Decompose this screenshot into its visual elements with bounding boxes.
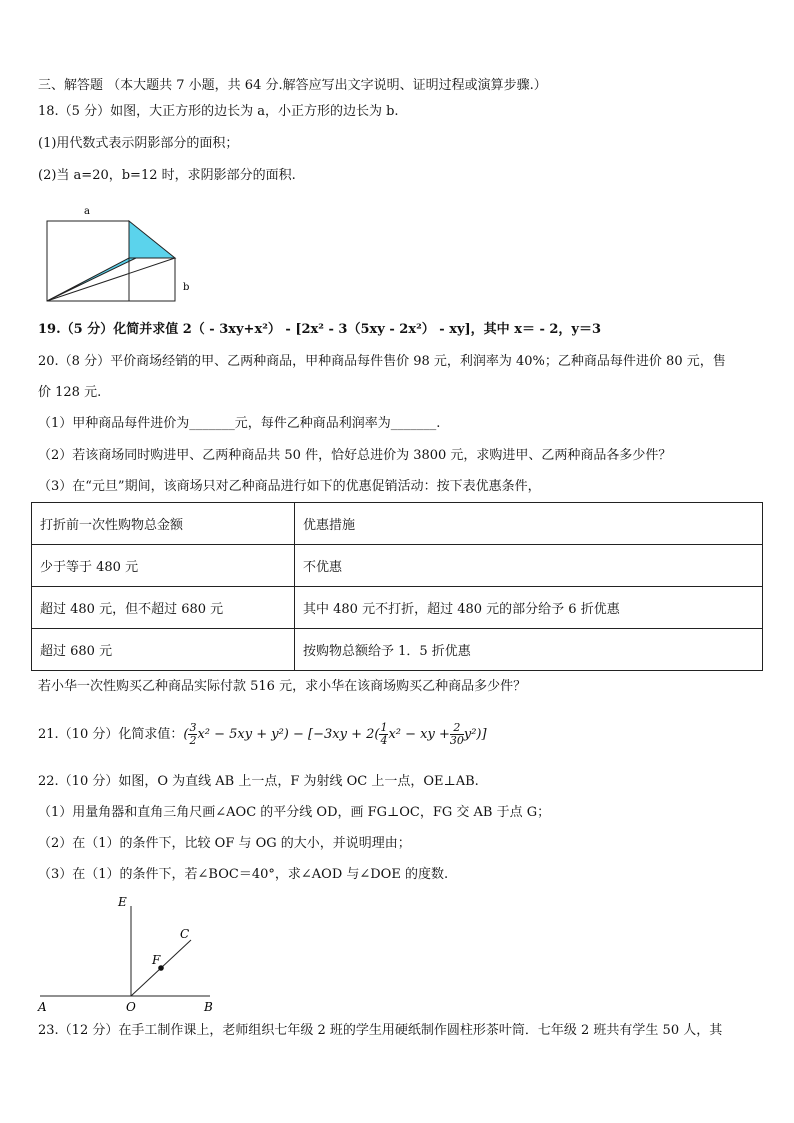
fraction-2-30: $\frac{2}{30}$ (449, 721, 464, 747)
label-b: b (183, 282, 190, 293)
q21-prefix: 21.（10 分）化简求值： (38, 727, 184, 742)
shaded-triangle-upper (129, 221, 175, 258)
label-C: C (180, 927, 190, 941)
q18-figure (40, 200, 200, 308)
table-row (32, 629, 763, 671)
shaded-triangle-lower (47, 258, 136, 301)
label-O: O (126, 1000, 136, 1014)
q22-stem: 22.（10 分）如图，O 为直线 AB 上一点，F 为射线 OC 上一点，OE⊥AB. (38, 774, 479, 789)
label-E: E (118, 895, 127, 909)
table-cell: 超过 480 元，但不超过 680 元 (32, 587, 295, 629)
table-header: 打折前一次性购物总金额 (32, 503, 295, 545)
q18-stem: 18.（5 分）如图，大正方形的边长为 a，小正方形的边长为 b. (38, 104, 399, 119)
label-F: F (152, 953, 161, 967)
q20-part3: （3）在“元旦”期间，该商场只对乙种商品进行如下的优惠促销活动：按下表优惠条件， (38, 479, 541, 494)
q20-stem-line2: 价 128 元. (38, 385, 102, 400)
promo-table (31, 502, 763, 671)
q21-expr-b: x² − xy + (388, 727, 450, 742)
label-a: a (84, 206, 90, 217)
table-row (32, 545, 763, 587)
q20-stem-line1: 20.（8 分）平价商场经销的甲、乙两种商品，甲种商品每件售价 98 元，利润率为 40%；乙种商品每件进价 80 元，售 (38, 354, 726, 369)
q20-part2: （2）若该商场同时购进甲、乙两种商品共 50 件，恰好总进价为 3800 元，求购进甲、乙两种商品各多少件？ (38, 448, 672, 463)
small-square (129, 258, 175, 301)
q18-part1: (1)用代数式表示阴影部分的面积； (38, 136, 239, 151)
q21-expr-a: x² − 5xy + y²) − [−3xy + 2( (197, 727, 380, 742)
large-square (47, 221, 129, 301)
q22-figure (34, 890, 224, 1015)
table-header: 优惠措施 (295, 503, 763, 545)
q20-part1: （1）甲种商品每件进价为_______元，每件乙种商品利润率为_______. (38, 416, 441, 431)
section-header: 三、解答题 （本大题共 7 小题，共 64 分.解答应写出文字说明、证明过程或演算步骤.） (38, 78, 547, 93)
table-cell: 按购物总额给予 1．5 折优惠 (295, 629, 763, 671)
table-cell: 少于等于 480 元 (32, 545, 295, 587)
q22-part2: （2）在（1）的条件下，比较 OF 与 OG 的大小，并说明理由； (38, 836, 411, 851)
q21: 21.（10 分）化简求值：( $\frac{3}{2}$ x² − 5xy + y²) − [−3xy + 2( $\frac{1}{4}$ x² − xy + $\frac{2}{30}$ y²)] (38, 721, 487, 747)
table-cell: 其中 480 元不打折，超过 480 元的部分给予 6 折优惠 (295, 587, 763, 629)
label-A: A (38, 1000, 47, 1014)
table-cell: 超过 680 元 (32, 629, 295, 671)
q22-part3: （3）在（1）的条件下，若∠BOC＝40°，求∠AOD 与∠DOE 的度数. (38, 867, 449, 882)
q22-part1: （1）用量角器和直角三角尺画∠AOC 的平分线 OD，画 FG⊥OC，FG 交 AB 于点 G； (38, 805, 551, 820)
table-row (32, 587, 763, 629)
diagonal-line (47, 258, 175, 301)
q21-expr-c: y²)] (463, 727, 487, 742)
q18-part2: (2)当 a=20，b=12 时，求阴影部分的面积. (38, 168, 296, 183)
q20-part4: 若小华一次性购买乙种商品实际付款 516 元，求小华在该商场购买乙种商品多少件？ (38, 679, 527, 694)
fraction-3-2: $\frac{3}{2}$ (189, 721, 197, 747)
table-header-row (32, 503, 763, 545)
table-cell: 不优惠 (295, 545, 763, 587)
q19: 19.（5 分）化简并求值 2（ - 3xy+x²） - [2x² - 3（5xy - 2x²） - xy]，其中 x＝ - 2，y＝3 (38, 322, 602, 337)
label-B: B (204, 1000, 213, 1014)
q23-stem: 23.（12 分）在手工制作课上，老师组织七年级 2 班的学生用硬纸制作圆柱形茶叶筒．七年级 2 班共有学生 50 人，其 (38, 1023, 723, 1038)
fraction-1-4: $\frac{1}{4}$ (380, 721, 388, 747)
